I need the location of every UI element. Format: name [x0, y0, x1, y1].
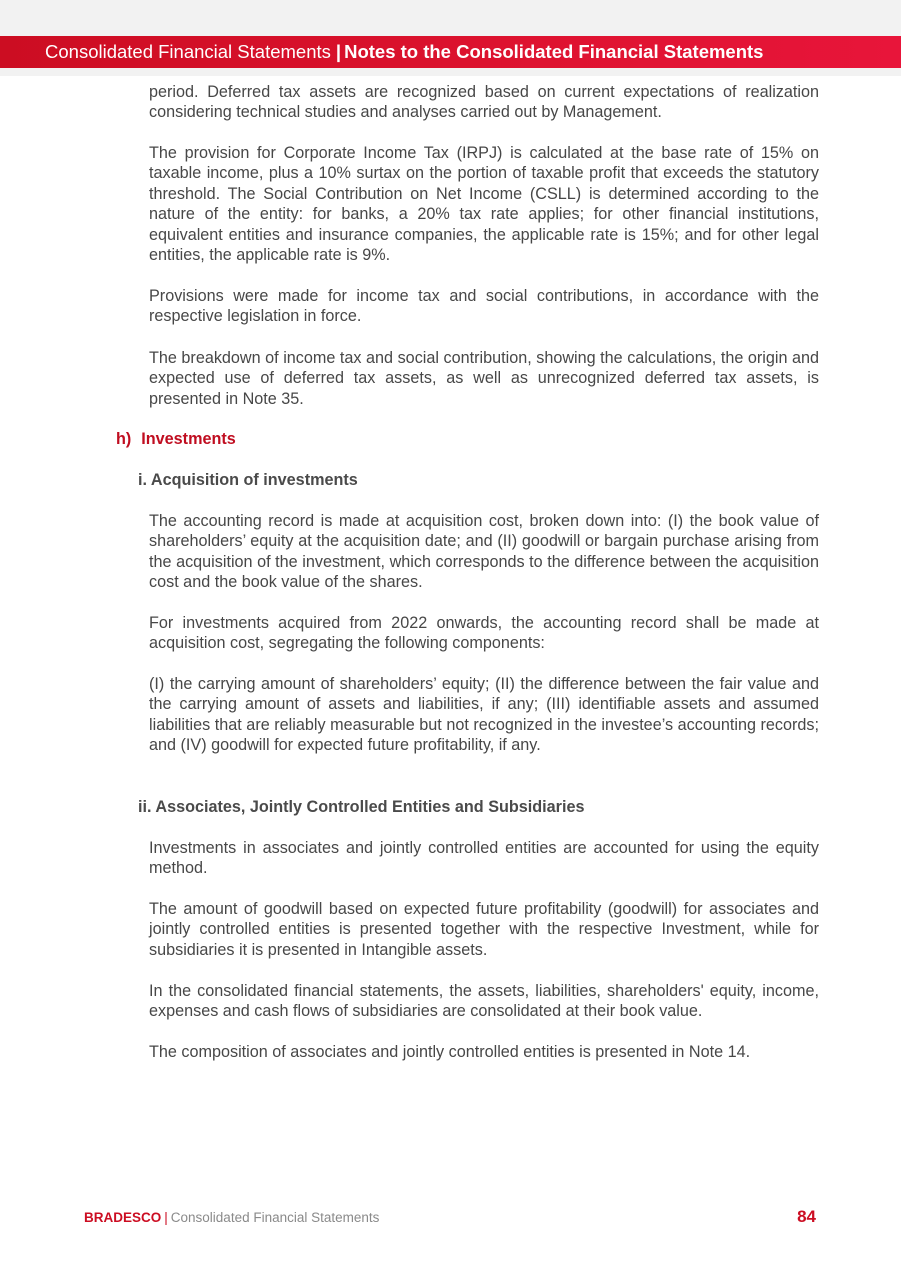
- paragraph-consolidation: In the consolidated financial statements, the assets, liabilities, shareholders' equity, income, expenses and cash flows of subsidiaries are consolidated at their book value.: [149, 982, 819, 1021]
- paragraph-accounting-record: The accounting record is made at acquisition cost, broken down into: (I) the book value of shareholders’ equity at the acquisition date; and (II) goodwill or bargain purchase arising from the acquisition of the investment, which corresponds to the difference between the acquisition cost and the book value of the shares.: [149, 512, 819, 592]
- paragraph-irpj-csll: The provision for Corporate Income Tax (IRPJ) is calculated at the base rate of 15% on taxable income, plus a 10% surtax on the portion of taxable profit that exceeds the statutory threshold. The Social Contribution on Net Income (CSLL) is determined according to the nature of the entity: for banks, a 20% tax rate applies; for other financial institutions, equivalent entities and insurance companies, the applicable rate is 15%; and for other legal entities, the applicable rate is 9%.: [149, 144, 819, 265]
- paragraph-tax-breakdown: The breakdown of income tax and social contribution, showing the calculations, the origin and expected use of deferred tax assets, as well as unrecognized deferred tax assets, is presented in Note 35.: [149, 349, 819, 408]
- paragraph-investments-2022: For investments acquired from 2022 onwards, the accounting record shall be made at acquisition cost, segregating the following components:: [149, 614, 819, 653]
- header-title: [45, 36, 763, 68]
- paragraph-goodwill: The amount of goodwill based on expected future profitability (goodwill) for associates and jointly controlled entities is presented together with the respective Investment, while for subsidiaries it is presented in Intangible assets.: [149, 900, 819, 959]
- header-bottom-band: [0, 68, 901, 76]
- paragraph-note-14-reference: The composition of associates and jointly controlled entities is presented in Note 14.: [149, 1043, 751, 1061]
- section-title: Investments: [141, 430, 236, 448]
- footer-document-title: Consolidated Financial Statements: [170, 1210, 380, 1225]
- paragraph-components-list: (I) the carrying amount of shareholders’ equity; (II) the difference between the fair value and the carrying amount of assets and liabilities, if any; (III) identifiable assets and assumed liabilities that are reliably measurable but not recognized in the investee’s accounting records; and (IV) goodwill for expected future profitability, if any.: [149, 675, 819, 755]
- header-separator: |: [335, 41, 342, 62]
- top-margin-band: [0, 0, 901, 36]
- paragraph-deferred-tax-intro: period. Deferred tax assets are recognized based on current expectations of realization considering technical studies and analyses carried out by Management.: [149, 83, 819, 122]
- section-heading-investments: [116, 429, 236, 449]
- page-header-bar: [0, 36, 901, 68]
- page-footer: [84, 1209, 379, 1227]
- paragraph-provisions: Provisions were made for income tax and social contributions, in accordance with the respective legislation in force.: [149, 287, 819, 326]
- footer-separator: |: [164, 1210, 168, 1225]
- page-number: 84: [797, 1207, 816, 1226]
- footer-brand-logo: BRADESCO: [84, 1210, 162, 1225]
- header-section: Consolidated Financial Statements: [45, 41, 331, 62]
- paragraph-equity-method: Investments in associates and jointly controlled entities are accounted for using the equity method.: [149, 839, 819, 878]
- subheading-acquisition-of-investments: i. Acquisition of investments: [138, 471, 358, 489]
- header-subsection: Notes to the Consolidated Financial Statements: [344, 41, 764, 62]
- subheading-associates-subsidiaries: ii. Associates, Jointly Controlled Entities and Subsidiaries: [138, 798, 585, 816]
- section-letter: h): [116, 430, 132, 448]
